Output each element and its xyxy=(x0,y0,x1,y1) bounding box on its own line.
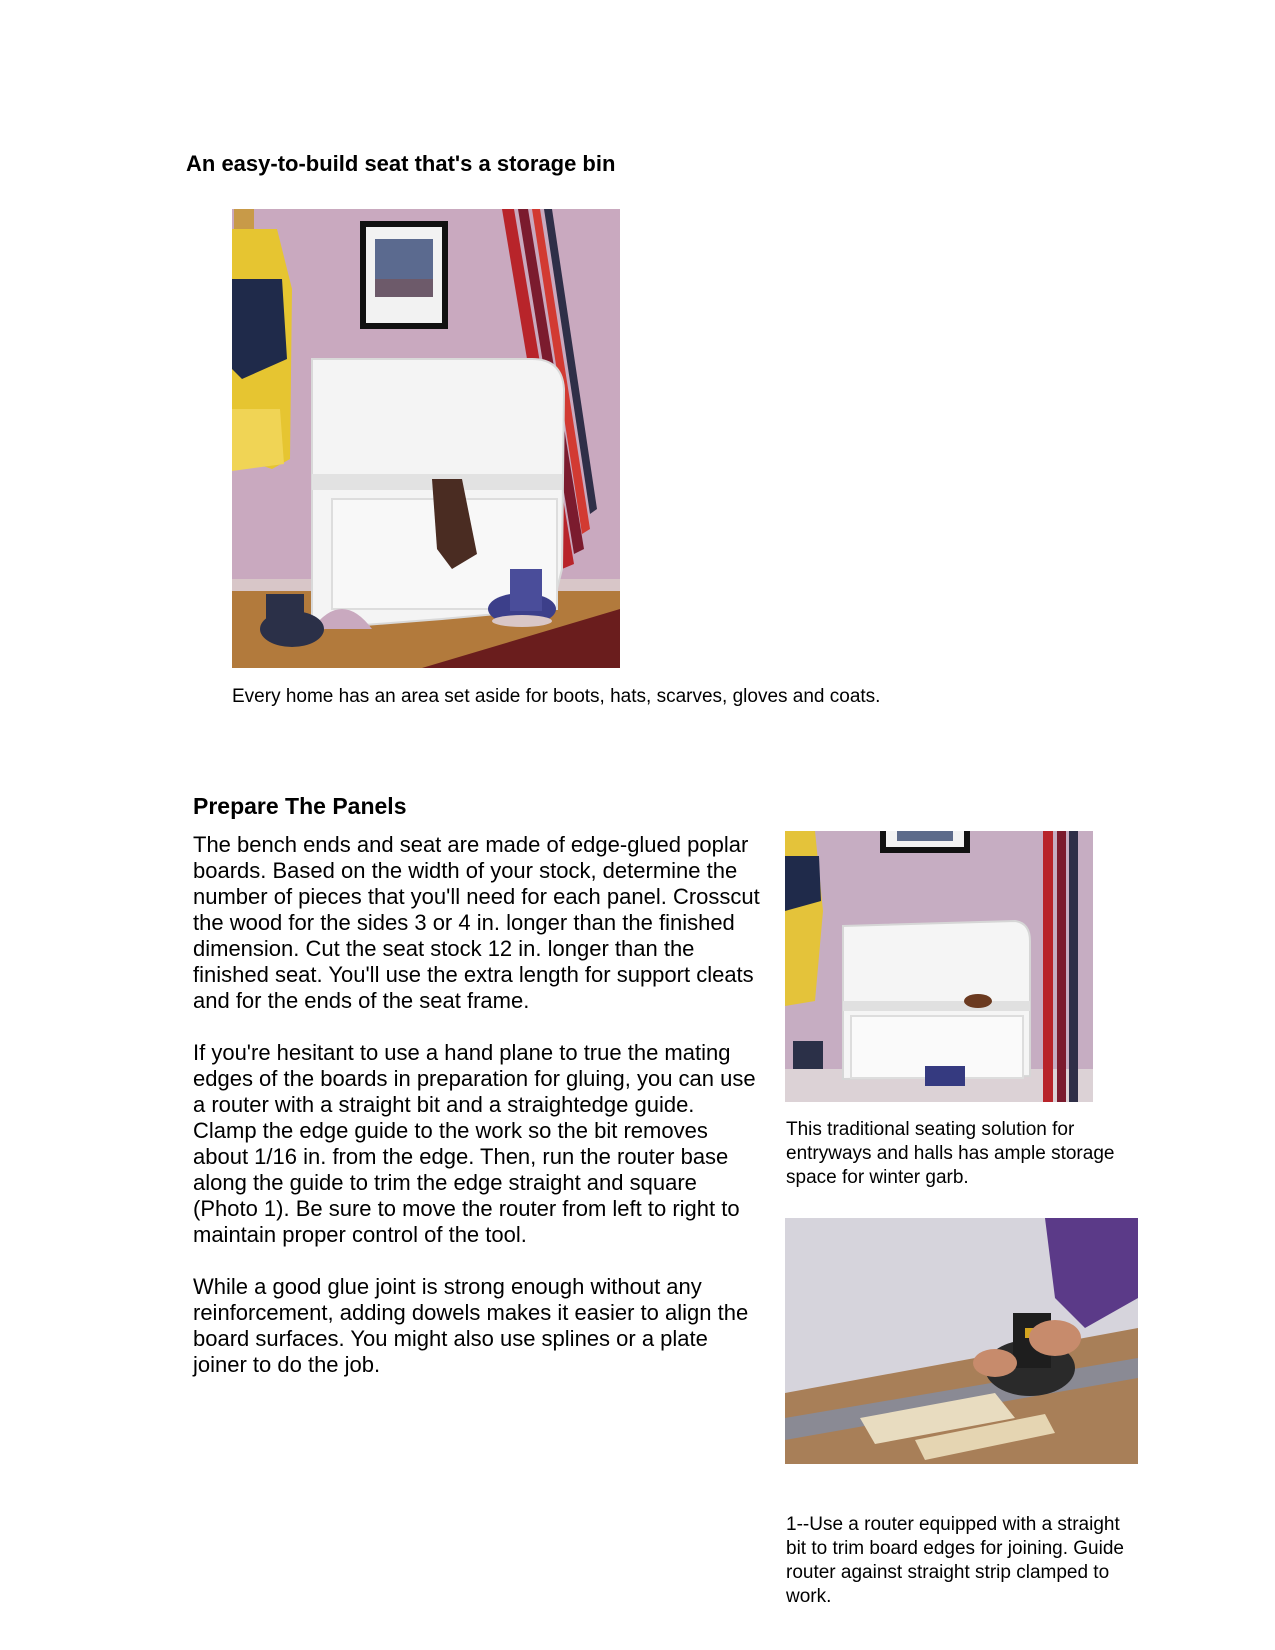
hero-photo xyxy=(232,209,620,668)
paragraph-2: If you're hesitant to use a hand plane to true the mating edges of the boards in preparation for gluing, you can use a router with a straight bit and a straightedge guide. Clamp the edge guide to the work so the bit removes about 1/16 in. from the edge. Then, run the router base along the guide to trim the edge straight and square (Photo 1). Be sure to move the router from left to right to maintain proper control of the tool. xyxy=(193,1040,756,1247)
section-heading: Prepare The Panels xyxy=(193,793,407,819)
router-photo xyxy=(785,1218,1138,1464)
router-caption: 1--Use a router equipped with a straight bit to trim board edges for joining. Guide router against straight strip clamped to work. xyxy=(786,1514,1124,1607)
bench-caption: This traditional seating solution for entryways and halls has ample storage space for winter garb. xyxy=(786,1119,1115,1188)
section-body xyxy=(193,832,763,1404)
hero-caption: Every home has an area set aside for boots, hats, scarves, gloves and coats. xyxy=(232,686,881,707)
paragraph-1: The bench ends and seat are made of edge-glued poplar boards. Based on the width of your stock, determine the number of pieces that you'll need for each panel. Crosscut the wood for the sides 3 or 4 in. longer than the finished dimension. Cut the seat stock 12 in. longer than the finished seat. You'll use the extra length for support cleats and for the ends of the seat frame. xyxy=(193,832,760,1013)
paragraph-3: While a good glue joint is strong enough without any reinforcement, adding dowels makes it easier to align the board surfaces. You might also use splines or a plate joiner to do the job. xyxy=(193,1274,749,1377)
bench-photo xyxy=(785,831,1093,1102)
page-title: An easy-to-build seat that's a storage bin xyxy=(186,151,616,176)
